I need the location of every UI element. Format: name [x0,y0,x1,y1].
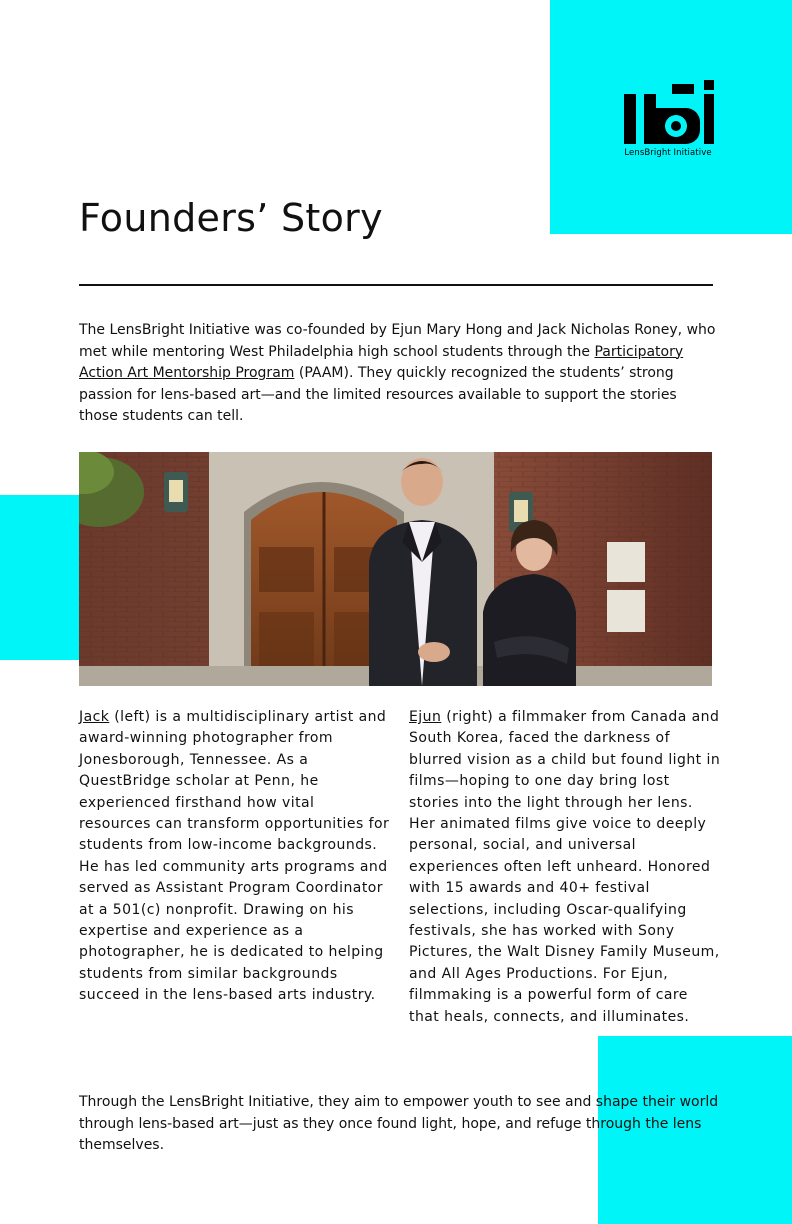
cyan-accent-block-left [0,495,80,660]
paam-link[interactable]: Participatory Action Art Mentorship Program [79,343,684,381]
jack-name: Jack [79,709,110,725]
logo-caption: LensBright Initiative [624,148,712,158]
closing-paragraph: Through the LensBright Initiative, they aim to empower youth to see and shape their world through lens-based art—just as they once found light, hope, and refuge through the lens themselves. [79,1094,719,1153]
ejun-bio [409,707,721,1028]
page-title: Founders’ Story [79,196,383,240]
ejun-name: Ejun [409,709,442,725]
jack-bio [79,707,391,1007]
title-divider [79,284,713,286]
jack-bio-text: (left) is a multidisciplinary artist and award-winning photographer from Jonesborough, Tennessee. As a QuestBridge scholar at Penn, he experienced firsthand how vital resources can transform opportunities for students from low-income backgrounds. He has led community arts programs and served as Assistant Program Coordinator at a 501(c) nonprofit. Drawing on his expertise and experience as a photographer, he is dedicated to helping students from similar backgrounds succeed in the lens-based arts industry. [79,709,390,1004]
intro-paragraph [79,320,719,428]
ejun-bio-text: (right) a filmmaker from Canada and South Korea, faced the darkness of blurred vision as a child but found light in films—hoping to one day bring lost stories into the light through her lens. Her animated films give voice to deeply personal, social, and universal experiences often left unheard. Honored with 15 awards and 40+ festival selections, including Oscar-qualifying festivals, she has worked with Sony Pictures, the Walt Disney Family Museum, and All Ages Productions. For Ejun, filmmaking is a powerful form of care that heals, connects, and illuminates. [409,709,721,1025]
intro-text-before: The LensBright Initiative was co-founded by Ejun Mary Hong and Jack Nicholas Roney, who met while mentoring West Philadelphia high school students through the [79,322,716,360]
intro-text-after: (PAAM). They quickly recognized the students’ strong passion for lens-based art—and the limited resources available to support the stories those students can tell. [79,365,677,424]
founders-photo [79,452,712,686]
